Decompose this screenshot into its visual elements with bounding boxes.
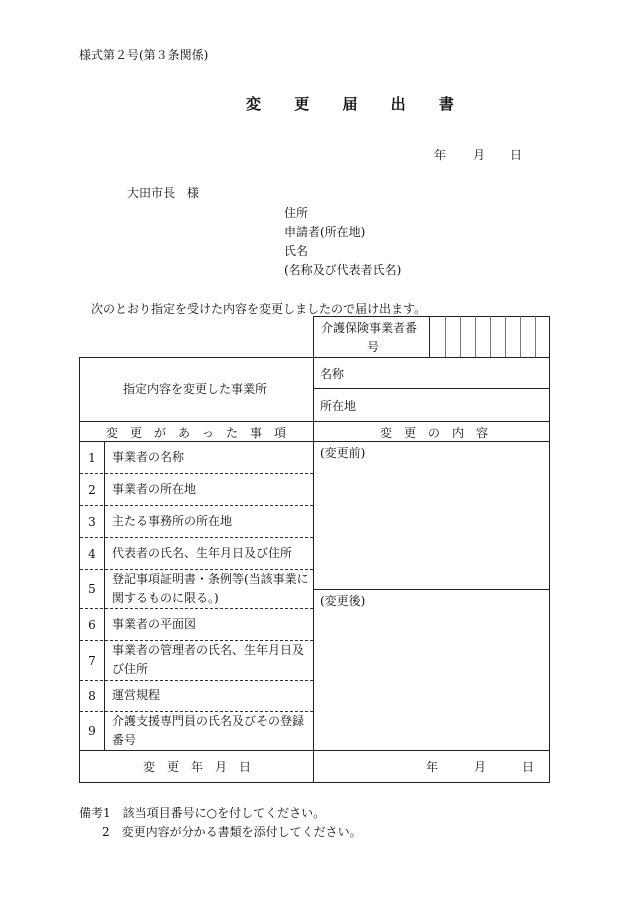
- item-number-5: 5: [88, 582, 96, 596]
- note-1: 備考1 該当項目番号に○を付してください。: [79, 806, 326, 820]
- items-header: 変 更 が あ っ た 事 項: [106, 426, 287, 440]
- insurer-number-label-2: 号: [367, 340, 380, 354]
- item-label-2: 事業者の所在地: [112, 482, 197, 496]
- insurer-number-label-1: 介護保険事業者番: [321, 321, 418, 335]
- intro-text: 次のとおり指定を受けた内容を変更しましたので届け出ます。: [91, 302, 427, 316]
- change-date-label: 変 更 年 月 日: [143, 760, 252, 774]
- office-name-label: 名称: [320, 367, 345, 381]
- applicant-name-sub-label: (名称及び代表者氏名): [284, 263, 402, 277]
- item-label-9-line1: 介護支援専門員の氏名及びその登録: [112, 714, 305, 728]
- item-number-4: 4: [88, 547, 96, 561]
- document-title: 変 更 届 出 書: [246, 95, 468, 113]
- item-number-7: 7: [88, 654, 96, 668]
- change-date-month: 月: [474, 760, 487, 774]
- item-number-3: 3: [88, 515, 96, 529]
- addressee: 大田市長 様: [127, 186, 200, 200]
- item-label-4: 代表者の氏名、生年月日及び住所: [112, 546, 293, 560]
- date-year-label: 年: [434, 148, 447, 162]
- item-label-9-line2: 番号: [112, 733, 137, 747]
- content-header: 変 更 の 内 容: [380, 426, 489, 440]
- after-label: (変更後): [320, 594, 366, 608]
- item-number-2: 2: [88, 483, 96, 497]
- item-label-7-line2: び住所: [112, 662, 149, 676]
- item-label-6: 事業者の平面図: [112, 617, 197, 631]
- applicant-address-label: 住所: [284, 206, 309, 220]
- applicant-label: 申請者(所在地): [284, 225, 366, 239]
- item-number-6: 6: [88, 618, 96, 632]
- item-label-8: 運営規程: [112, 688, 161, 702]
- date-month-label: 月: [473, 148, 486, 162]
- item-label-1: 事業者の名称: [112, 450, 185, 464]
- item-number-9: 9: [88, 724, 96, 738]
- office-location-label: 所在地: [320, 399, 357, 413]
- item-label-5-line2: 関するものに限る。): [112, 591, 219, 605]
- item-label-3: 主たる事務所の所在地: [112, 514, 233, 528]
- before-label: (変更前): [320, 446, 366, 460]
- date-day-label: 日: [510, 148, 523, 162]
- change-date-year: 年: [426, 760, 439, 774]
- form-number: 様式第２号(第３条関係): [79, 48, 209, 62]
- note-2: 2 変更内容が分かる書類を添付してください。: [102, 825, 362, 839]
- item-label-5-line1: 登記事項証明書・条例等(当該事業に: [112, 572, 309, 586]
- applicant-name-label: 氏名: [284, 244, 309, 258]
- office-label: 指定内容を変更した事業所: [123, 382, 268, 396]
- item-label-7-line1: 事業者の管理者の氏名、生年月日及: [112, 643, 305, 657]
- item-number-8: 8: [88, 689, 96, 703]
- item-number-1: 1: [88, 451, 96, 465]
- change-date-day: 日: [522, 760, 535, 774]
